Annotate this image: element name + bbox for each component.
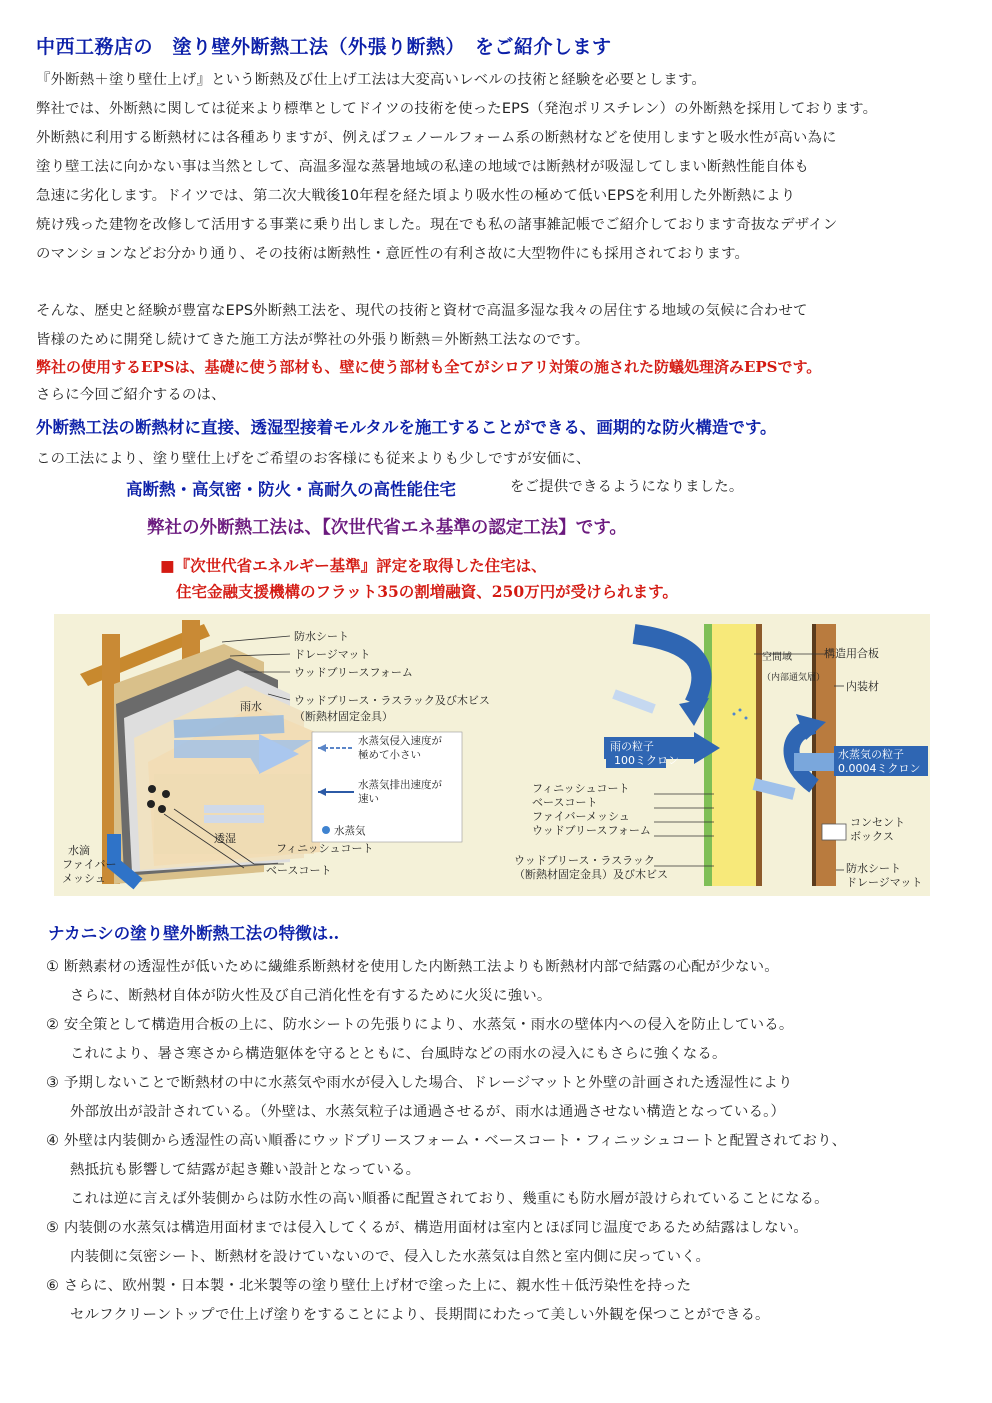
diagram-label: ウッドブリース・ラスラック bbox=[514, 854, 655, 867]
legend-text: 水蒸気排出速度が bbox=[358, 779, 442, 791]
diagram-label: 0.0004ミクロン bbox=[838, 762, 921, 775]
legend-text: 水蒸気 bbox=[334, 825, 366, 837]
diagram-label: 内装材 bbox=[846, 680, 879, 693]
feature-line: ④ 外壁は内装側から透湿性の高い順番にウッドブリースフォーム・ベースコート・フィニッシュコートと配置されており、 bbox=[46, 1133, 847, 1149]
legend-text: 極めて小さい bbox=[358, 749, 421, 761]
diagram-label: （断熱材固定金具）及び木ビス bbox=[514, 868, 668, 881]
feature-item bbox=[46, 1214, 846, 1272]
intro-line: のマンションなどお分かり通り、その技術は断熱性・意匠性の有利さ故に大型物件にも採用されております。 bbox=[36, 246, 750, 262]
diagram-label: 防水シート bbox=[846, 862, 901, 875]
features-title: ナカニシの塗り壁外断熱工法の特徴は‥ bbox=[48, 924, 340, 943]
legend-text: 水蒸気侵入速度が bbox=[358, 735, 442, 747]
page-title: 中西工務店の 塗り壁外断熱工法（外張り断熱） をご紹介します bbox=[36, 36, 612, 58]
intro-paragraph bbox=[36, 66, 877, 269]
diagram-label: フィニッシュコート bbox=[532, 782, 630, 795]
diagram-label: 水滴 bbox=[68, 844, 90, 857]
feature-line: 熱抵抗も影響して結露が起き難い設計となっている。 bbox=[70, 1162, 421, 1178]
history-line: そんな、歴史と経験が豊富なEPS外断熱工法を、現代の技術と資材で高温多湿な我々の居住する地域の気候に合わせて bbox=[36, 303, 808, 319]
wall-structure-diagram bbox=[54, 614, 930, 896]
diagram-label: 雨の粒子 bbox=[610, 740, 654, 753]
certified-method: 弊社の外断熱工法は、【次世代省エネ基準の認定工法】です。 bbox=[147, 518, 627, 538]
intro-more: さらに今回ご紹介するのは、 bbox=[36, 387, 226, 403]
diagram-label: 100ミクロン bbox=[614, 754, 679, 767]
diagram-label: コンセント bbox=[850, 816, 905, 829]
loan-notice-2: 住宅金融支援機構のフラット35の割増融資、250万円が受けられます。 bbox=[176, 582, 678, 601]
diagram-legend bbox=[312, 732, 462, 842]
feature-line: さらに、断熱材自体が防火性及び自己消化性を有するために火災に強い。 bbox=[70, 988, 552, 1004]
performance-suffix: をご提供できるようになりました。 bbox=[510, 479, 744, 495]
history-line: 皆様のために開発し続けてきた施工方法が弊社の外張り断熱＝外断熱工法なのです。 bbox=[36, 332, 590, 348]
feature-line: これにより、暑さ寒さから構造躯体を守るとともに、台風時などの雨水の浸入にもさらに強くなる。 bbox=[70, 1046, 727, 1062]
diagram-label: フィニッシュコート bbox=[276, 842, 374, 855]
history-paragraph bbox=[36, 297, 808, 355]
feature-item bbox=[46, 1272, 846, 1330]
feature-line: ③ 予期しないことで断熱材の中に水蒸気や雨水が侵入した場合、ドレージマットと外壁の計画された透湿性により bbox=[46, 1075, 793, 1091]
features-list bbox=[46, 953, 846, 1330]
diagram-label: ボックス bbox=[850, 830, 894, 843]
feature-line: ② 安全策として構造用合板の上に、防水シートの先張りにより、水蒸気・雨水の壁体内への侵入を防止している。 bbox=[46, 1017, 794, 1033]
loan-notice-1: ■『次世代省エネルギー基準』評定を取得した住宅は、 bbox=[160, 556, 547, 575]
feature-item bbox=[46, 1011, 846, 1069]
diagram-label: 防水シート bbox=[294, 630, 349, 643]
legend-text: 速い bbox=[358, 793, 379, 805]
diagram-label: ファイバーメッシュ bbox=[532, 810, 630, 823]
feature-line: ⑥ さらに、欧州製・日本製・北米製等の塗り壁仕上げ材で塗った上に、親水性＋低汚染性を持った bbox=[46, 1278, 692, 1294]
feature-line: ⑤ 内装側の水蒸気は構造用面材までは侵入してくるが、構造用面材は室内とほぼ同じ温度であるため結露はしない。 bbox=[46, 1220, 809, 1236]
feature-line: セルフクリーントップで仕上げ塗りをすることにより、長期間にわたって美しい外観を保つことができる。 bbox=[70, 1307, 770, 1323]
diagram-label: （内部通気層） bbox=[762, 673, 826, 683]
diagram-label: ウッドブリース・ラスラック及び木ビス bbox=[294, 694, 490, 707]
diagram-label: ウッドブリースフォーム bbox=[294, 666, 413, 679]
diagram-label: 空間域 bbox=[762, 652, 792, 663]
diagram-label: ウッドブリースフォーム bbox=[532, 824, 651, 837]
diagram-label: ベースコート bbox=[266, 864, 332, 877]
feature-line: ① 断熱素材の透湿性が低いために繊維系断熱材を使用した内断熱工法よりも断熱材内部で結露の心配が少ない。 bbox=[46, 959, 779, 975]
intro-line: 塗り壁工法に向かない事は当然として、高温多湿な蒸暑地域の私達の地域では断熱材が吸湿してしまい断熱性能自体も bbox=[36, 159, 810, 175]
feature-line: 外部放出が設計されている。（外壁は、水蒸気粒子は通過させるが、雨水は通過させない構造となっている。） bbox=[70, 1104, 786, 1120]
feature-line: 内装側に気密シート、断熱材を設けていないので、侵入した水蒸気は自然と室内側に戻っていく。 bbox=[70, 1249, 711, 1265]
diagram-label: 構造用合板 bbox=[824, 647, 879, 660]
feature-line: これは逆に言えば外装側からは防水性の高い順番に配置されており、幾重にも防水層が設けられていることになる。 bbox=[70, 1191, 829, 1207]
feature-item bbox=[46, 1069, 846, 1127]
diagram-label: ドレージマット bbox=[846, 876, 923, 889]
method-line: この工法により、塗り壁仕上げをご希望のお客様にも従来よりも少しですが安価に、 bbox=[36, 451, 591, 467]
feature-item bbox=[46, 1127, 846, 1214]
diagram-label: 水蒸気の粒子 bbox=[838, 748, 904, 761]
performance-highlight: 高断熱・高気密・防火・高耐久の高性能住宅 bbox=[126, 480, 456, 499]
feature-item bbox=[46, 953, 846, 1011]
intro-line: 外断熱に利用する断熱材には各種ありますが、例えばフェノールフォーム系の断熱材などを使用しますと吸水性が高い為に bbox=[36, 130, 837, 146]
diagram-label: ベースコート bbox=[532, 796, 598, 809]
intro-line: 焼け残った建物を改修して活用する事業に乗り出しました。現在でも私の諸事雑記帳でご紹介しております奇抜なデザイン bbox=[36, 217, 838, 233]
diagram-label: ファイバー bbox=[62, 858, 117, 871]
diagram-label: ドレージマット bbox=[294, 648, 371, 661]
intro-line: 弊社では、外断熱に関しては従来より標準としてドイツの技術を使ったEPS（発泡ポリスチレン）の外断熱を採用しております。 bbox=[36, 101, 878, 117]
termite-notice: 弊社の使用するEPSは、基礎に使う部材も、壁に使う部材も全てがシロアリ対策の施された防蟻処理済みEPSです。 bbox=[36, 358, 822, 376]
intro-line: 『外断熱＋塗り壁仕上げ』という断熱及び仕上げ工法は大変高いレベルの技術と経験を必要とします。 bbox=[36, 72, 707, 88]
diagram-label: （断熱材固定金具） bbox=[294, 710, 393, 723]
diagram-label: 雨水 bbox=[240, 700, 262, 713]
diagram-label: 透湿 bbox=[214, 832, 236, 845]
intro-line: 急速に劣化します。ドイツでは、第二次大戦後10年程を経た頃より吸水性の極めて低いEPSを利用した外断熱により bbox=[36, 188, 796, 204]
fireproof-headline: 外断熱工法の断熱材に直接、透湿型接着モルタルを施工することができる、画期的な防火構造です。 bbox=[36, 418, 777, 437]
diagram-label: メッシュ bbox=[62, 872, 106, 885]
